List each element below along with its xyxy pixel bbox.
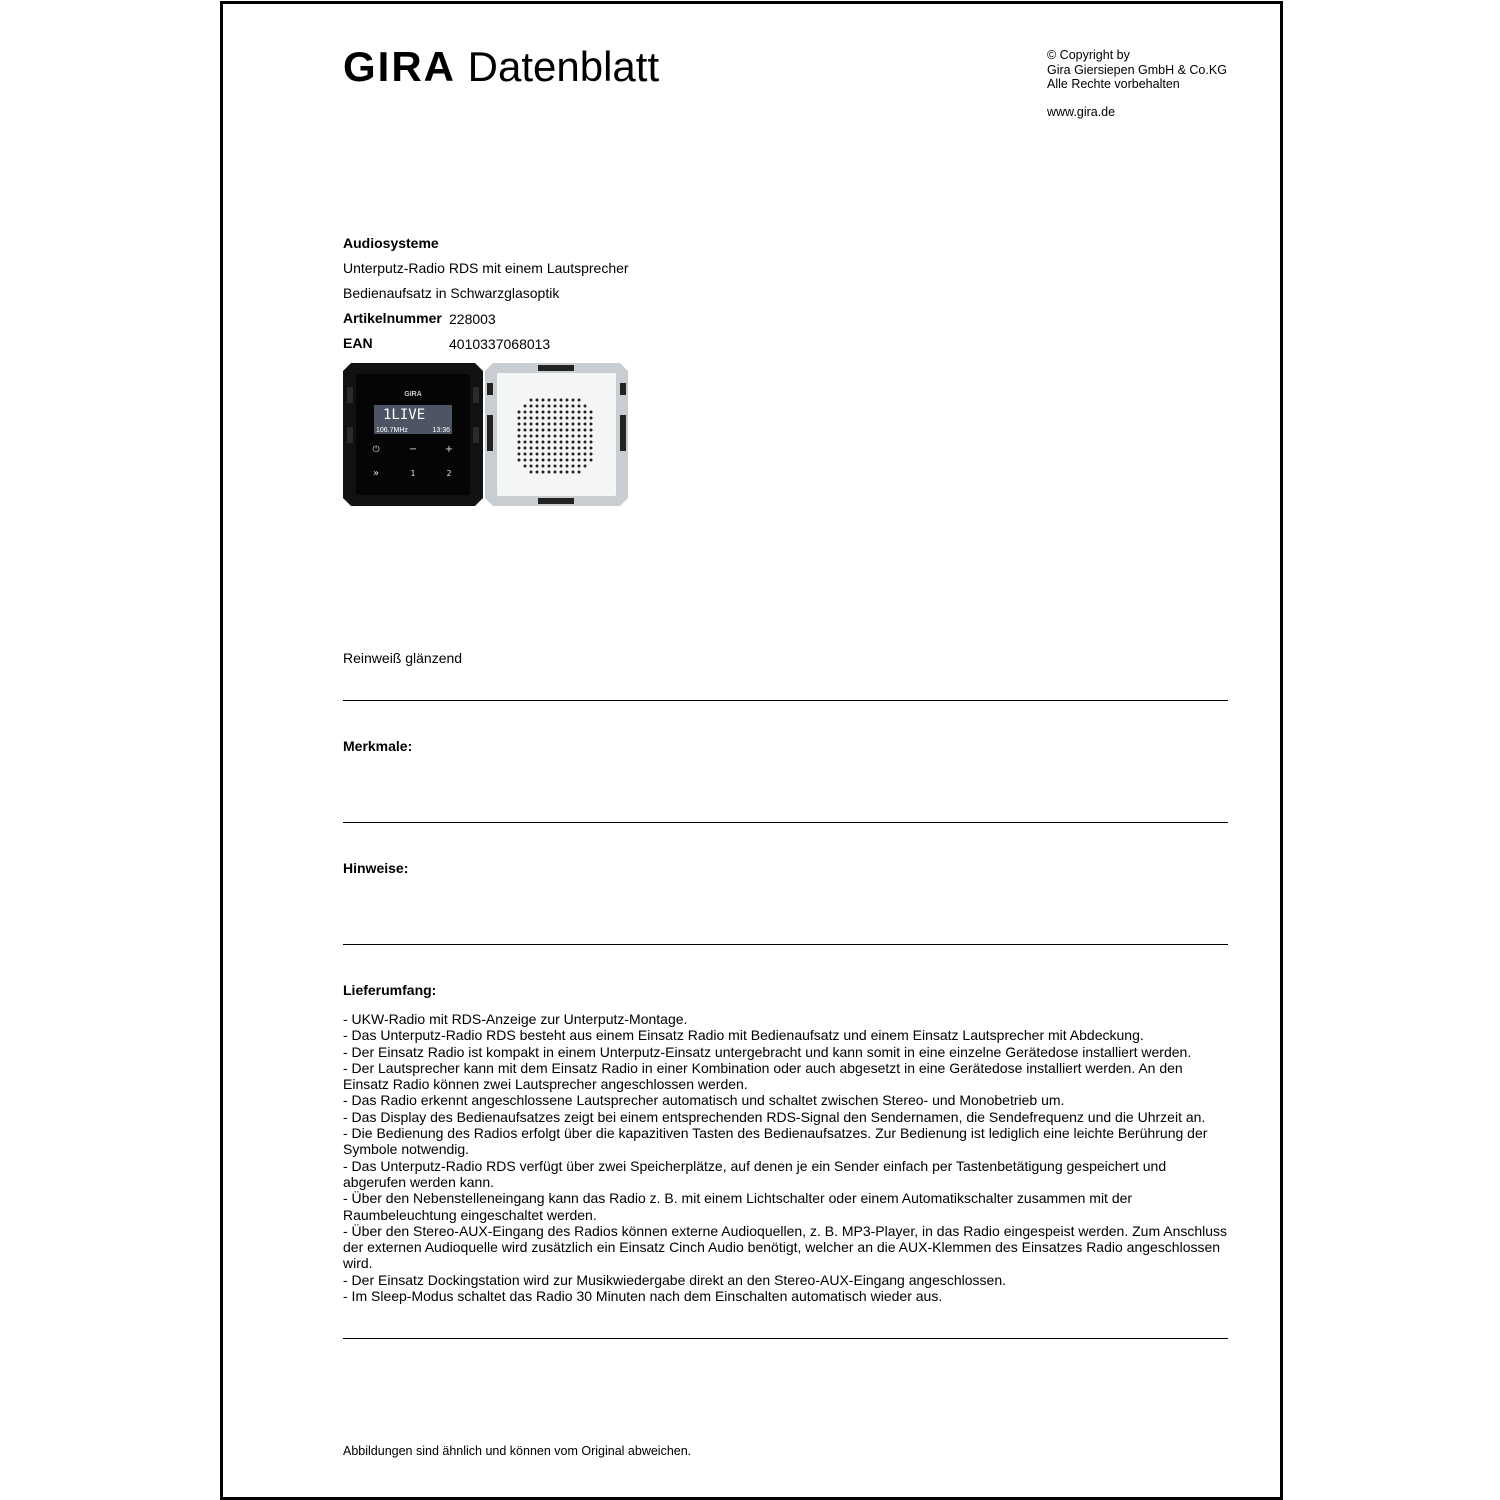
feature-item: - Das Unterputz-Radio RDS besteht aus einem Einsatz Radio mit Bedienaufsatz und einem Einsatz Lautsprecher mit Abdeckung. (343, 1027, 1144, 1044)
copyright-line: © Copyright by (1047, 48, 1130, 62)
divider (343, 1338, 1228, 1339)
feature-item: - Über den Stereo-AUX-Eingang des Radios können externe Audioquellen, z. B. MP3-Player, in das Radio eingespeist werden. Zum Anschluss der externen Audioquelle wird zusätzlich ein Einsatz Cinch Audio benötigt, welcher an die AUX-Klemmen des Einsatzes Radio angeschlossen wird. (343, 1222, 1228, 1272)
grille-hole (530, 471, 533, 474)
grille-hole (530, 417, 533, 420)
grille-hole (524, 441, 527, 444)
grille-hole (566, 423, 569, 426)
feature-item: - UKW-Radio mit RDS-Anzeige zur Unterputz-Montage. (343, 1011, 688, 1027)
grille-hole (590, 441, 593, 444)
grille-hole (572, 405, 575, 408)
grille-hole (560, 459, 563, 462)
article-number-label: Artikelnummer (343, 310, 442, 326)
grille-hole (530, 411, 533, 414)
grille-hole (530, 435, 533, 438)
grille-hole (560, 411, 563, 414)
grille-hole (578, 417, 581, 420)
grille-hole (542, 453, 545, 456)
grille-hole (584, 465, 587, 468)
grille-hole (560, 423, 563, 426)
grille-hole (554, 411, 557, 414)
feature-item: - Die Bedienung des Radios erfolgt über die kapazitiven Tasten des Bedienaufsatzes. Zur Bedienung ist lediglich eine leichte Berührung der Symbole notwendig. (343, 1125, 1208, 1158)
grille-hole (572, 423, 575, 426)
feature-item: - Das Radio erkennt angeschlossene Lautsprecher automatisch und schaltet zwischen Stereo- und Monobetrieb um. (343, 1092, 1065, 1109)
grille-hole (578, 453, 581, 456)
volume-down-icon: − (408, 444, 418, 455)
grille-hole (548, 411, 551, 414)
radio-frequency: 106.7MHz (376, 427, 408, 434)
grille-hole (560, 441, 563, 444)
volume-up-icon: + (444, 444, 454, 455)
grille-hole (590, 459, 593, 462)
grille-hole (590, 429, 593, 432)
grille-hole (530, 459, 533, 462)
feature-item: - Der Einsatz Dockingstation wird zur Musikwiedergabe direkt an den Stereo-AUX-Eingang angeschlossen. (343, 1271, 1006, 1288)
grille-hole (578, 411, 581, 414)
grille-hole (554, 447, 557, 450)
grille-hole (542, 441, 545, 444)
grille-hole (554, 399, 557, 402)
ean-value: 4010337068013 (449, 336, 551, 352)
datasheet-label: Datenblatt (467, 43, 660, 90)
grille-hole (518, 435, 521, 438)
grille-hole (572, 471, 575, 474)
grille-hole (584, 411, 587, 414)
grille-hole (536, 405, 539, 408)
grille-hole (578, 405, 581, 408)
grille-hole (566, 411, 569, 414)
grille-hole (584, 435, 587, 438)
feature-item: - Der Einsatz Radio ist kompakt in einem Unterputz-Einsatz untergebracht und kann somit in eine einzelne Gerätedose installiert werden. (343, 1043, 1192, 1060)
grille-hole (584, 453, 587, 456)
grille-hole (530, 465, 533, 468)
grille-hole (524, 429, 527, 432)
preset-1: 1 (410, 469, 416, 478)
grille-hole (566, 441, 569, 444)
grille-hole (566, 465, 569, 468)
grille-hole (554, 441, 557, 444)
grille-hole (560, 405, 563, 408)
grille-hole (560, 471, 563, 474)
grille-hole (572, 435, 575, 438)
grille-hole (566, 399, 569, 402)
seek-icon: » (372, 468, 380, 479)
grille-hole (536, 435, 539, 438)
grille-hole (578, 441, 581, 444)
grille-hole (536, 441, 539, 444)
divider (343, 944, 1228, 945)
grille-hole (566, 417, 569, 420)
grille-hole (578, 423, 581, 426)
grille-hole (554, 435, 557, 438)
grille-hole (578, 429, 581, 432)
radio-unit (343, 363, 483, 506)
grille-hole (572, 459, 575, 462)
hinweise-heading: Hinweise: (343, 860, 409, 876)
grille-hole (536, 423, 539, 426)
grille-hole (530, 441, 533, 444)
feature-list (343, 1011, 1228, 1304)
product-image (343, 363, 628, 506)
grille-hole (524, 405, 527, 408)
grille-hole (560, 435, 563, 438)
grille-hole (578, 447, 581, 450)
grille-hole (590, 453, 593, 456)
grille-hole (542, 423, 545, 426)
grille-hole (536, 471, 539, 474)
feature-item: - Im Sleep-Modus schaltet das Radio 30 Minuten nach dem Einschalten automatisch wieder aus. (343, 1288, 943, 1305)
grille-hole (536, 447, 539, 450)
grille-hole (578, 459, 581, 462)
grille-hole (578, 465, 581, 468)
grille-hole (542, 417, 545, 420)
grille-hole (554, 471, 557, 474)
grille-hole (590, 423, 593, 426)
grille-hole (518, 429, 521, 432)
grille-hole (530, 423, 533, 426)
grille-hole (566, 429, 569, 432)
grille-hole (518, 423, 521, 426)
grille-hole (530, 453, 533, 456)
copyright-line: Gira Giersiepen GmbH & Co.KG (1047, 62, 1227, 77)
grille-hole (524, 435, 527, 438)
grille-hole (590, 411, 593, 414)
radio-time: 13:36 (432, 427, 450, 434)
grille-hole (524, 417, 527, 420)
grille-hole (548, 459, 551, 462)
grille-hole (524, 453, 527, 456)
grille-hole (584, 423, 587, 426)
grille-hole (548, 465, 551, 468)
merkmale-heading: Merkmale: (343, 738, 413, 754)
radio-logo: GIRA (404, 391, 422, 398)
grille-hole (566, 447, 569, 450)
grille-hole (536, 399, 539, 402)
grille-hole (590, 435, 593, 438)
grille-hole (536, 459, 539, 462)
grille-hole (542, 471, 545, 474)
grille-hole (548, 435, 551, 438)
grille-hole (554, 405, 557, 408)
grille-hole (530, 447, 533, 450)
grille-hole (560, 417, 563, 420)
finish-color: Reinweiß glänzend (343, 650, 463, 666)
grille-hole (566, 405, 569, 408)
grille-hole (524, 423, 527, 426)
grille-hole (560, 429, 563, 432)
grille-hole (554, 417, 557, 420)
grille-hole (536, 411, 539, 414)
grille-hole (572, 447, 575, 450)
feature-item: - Das Display des Bedienaufsatzes zeigt bei einem entsprechenden RDS-Signal den Sendernamen, die Sendefrequenz und die Uhrzeit an. (343, 1108, 1206, 1125)
grille-hole (536, 429, 539, 432)
copyright-line: Alle Rechte vorbehalten (1047, 77, 1180, 91)
grille-hole (572, 441, 575, 444)
grille-hole (560, 447, 563, 450)
grille-hole (518, 447, 521, 450)
grille-hole (554, 459, 557, 462)
grille-hole (584, 459, 587, 462)
grille-hole (554, 465, 557, 468)
feature-item: - Der Lautsprecher kann mit dem Einsatz Radio in einer Kombination oder auch abgesetzt in eine Gerätedose installiert werden. An den Einsatz Radio können zwei Lautsprecher angeschlossen werden. (343, 1059, 1183, 1093)
grille-hole (548, 405, 551, 408)
grille-hole (578, 399, 581, 402)
grille-hole (554, 423, 557, 426)
gira-logo: GIRA (343, 43, 456, 90)
grille-hole (518, 411, 521, 414)
grille-hole (530, 399, 533, 402)
grille-hole (560, 453, 563, 456)
datasheet-title (343, 44, 659, 90)
lieferumfang-heading: Lieferumfang: (343, 982, 437, 998)
feature-item: - Das Unterputz-Radio RDS verfügt über zwei Speicherplätze, auf denen je ein Sender einfach per Tastenbetätigung gespeichert und abgerufen werden kann. (343, 1157, 1167, 1190)
grille-hole (578, 471, 581, 474)
grille-hole (518, 459, 521, 462)
grille-hole (548, 447, 551, 450)
feature-item: - Über den Nebenstelleneingang kann das Radio z. B. mit einem Lichtschalter oder einem Automatikschalter zusammen mit der Raumbeleuchtung eingeschaltet werden. (343, 1190, 1133, 1223)
footer-disclaimer: Abbildungen sind ähnlich und können vom Original abweichen. (343, 1444, 692, 1458)
grille-hole (518, 441, 521, 444)
grille-hole (548, 441, 551, 444)
grille-hole (566, 453, 569, 456)
grille-hole (578, 435, 581, 438)
grille-hole (542, 399, 545, 402)
grille-hole (548, 423, 551, 426)
grille-hole (560, 465, 563, 468)
grille-hole (572, 465, 575, 468)
grille-hole (542, 465, 545, 468)
grille-hole (560, 399, 563, 402)
grille-hole (536, 417, 539, 420)
product-name: Unterputz-Radio RDS mit einem Lautsprecher (343, 260, 629, 276)
grille-hole (566, 435, 569, 438)
grille-hole (554, 429, 557, 432)
grille-hole (542, 411, 545, 414)
grille-hole (584, 441, 587, 444)
grille-hole (590, 417, 593, 420)
product-variant: Bedienaufsatz in Schwarzglasoptik (343, 285, 560, 301)
grille-hole (548, 417, 551, 420)
grille-hole (548, 429, 551, 432)
divider (343, 700, 1228, 701)
grille-hole (548, 471, 551, 474)
grille-hole (536, 453, 539, 456)
grille-hole (584, 417, 587, 420)
grille-hole (590, 447, 593, 450)
grille-hole (548, 399, 551, 402)
divider (343, 822, 1228, 823)
grille-hole (572, 399, 575, 402)
grille-hole (530, 429, 533, 432)
grille-hole (518, 453, 521, 456)
grille-hole (554, 453, 557, 456)
copyright-block (1047, 48, 1227, 92)
grille-hole (572, 429, 575, 432)
radio-station: 1LIVE (383, 407, 426, 423)
grille-hole (572, 411, 575, 414)
grille-hole (584, 405, 587, 408)
grille-hole (524, 459, 527, 462)
grille-hole (542, 447, 545, 450)
grille-hole (524, 447, 527, 450)
power-icon: ⏻ (372, 445, 380, 455)
grille-hole (566, 459, 569, 462)
speaker-unit (485, 363, 628, 506)
ean-label: EAN (343, 335, 373, 351)
grille-hole (530, 405, 533, 408)
preset-2: 2 (446, 469, 452, 478)
grille-hole (548, 453, 551, 456)
article-number-value: 228003 (449, 311, 496, 327)
grille-hole (524, 465, 527, 468)
grille-hole (542, 405, 545, 408)
product-category: Audiosysteme (343, 235, 439, 251)
grille-hole (584, 447, 587, 450)
grille-hole (572, 453, 575, 456)
grille-hole (542, 429, 545, 432)
grille-hole (542, 435, 545, 438)
grille-hole (524, 411, 527, 414)
grille-hole (542, 459, 545, 462)
grille-hole (566, 471, 569, 474)
grille-hole (518, 417, 521, 420)
website-link[interactable]: www.gira.de (1047, 105, 1116, 119)
grille-hole (584, 429, 587, 432)
grille-hole (572, 417, 575, 420)
grille-hole (536, 465, 539, 468)
